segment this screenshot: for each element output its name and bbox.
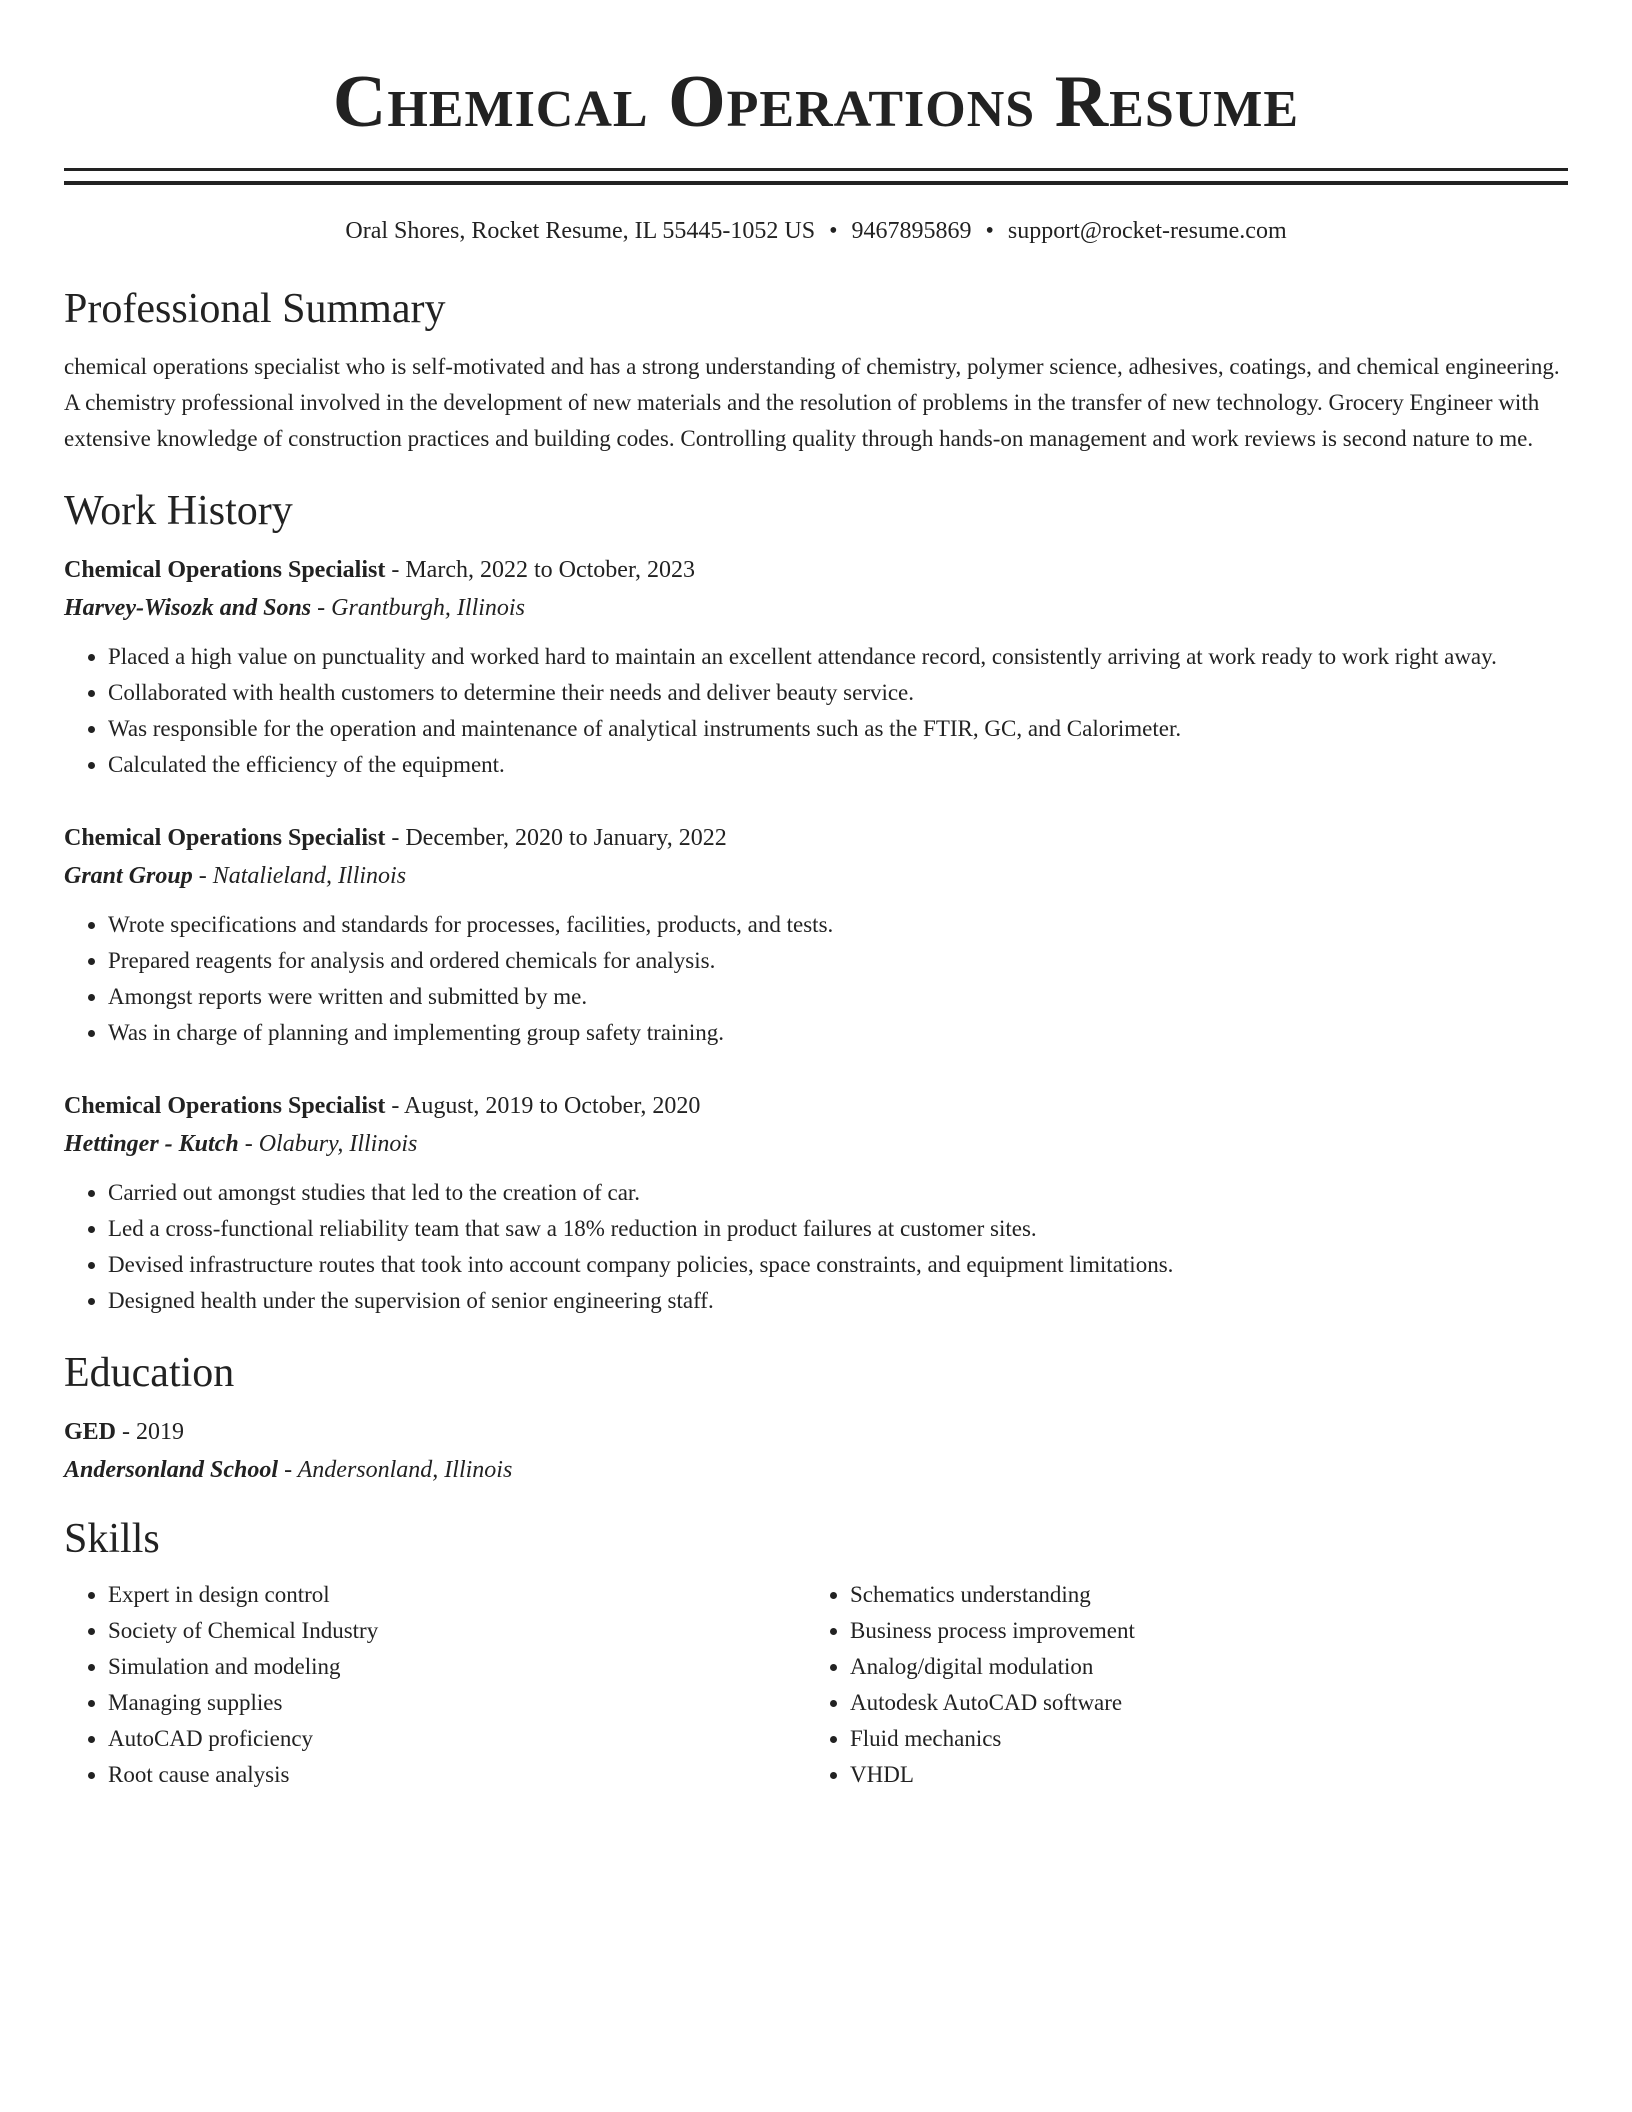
job-dash: - xyxy=(385,557,406,583)
job-title-line xyxy=(64,819,1568,857)
school-location: Andersonland, Illinois xyxy=(297,1457,513,1483)
list-item: • Calculated the efficiency of the equipment. xyxy=(108,747,1568,783)
job-bullets xyxy=(64,907,1568,1051)
company-name: Harvey-Wisozk and Sons xyxy=(64,595,312,621)
skill-item: • Managing supplies xyxy=(108,1685,806,1721)
school-line xyxy=(64,1451,1568,1489)
skills-grid xyxy=(64,1577,1568,1793)
skill-item: • Autodesk AutoCAD software xyxy=(850,1685,1548,1721)
school-dash: - xyxy=(278,1457,298,1483)
skill-item: • Expert in design control xyxy=(108,1577,806,1613)
resume-title: Chemical Operations Resume xyxy=(332,61,1300,143)
company-dash: - xyxy=(192,863,213,889)
list-item: • Amongst reports were written and submitted by me. xyxy=(108,979,1568,1015)
company-location: Olabury, Illinois xyxy=(258,1131,418,1157)
skills-heading: Skills xyxy=(64,1516,160,1562)
skill-item: • Root cause analysis xyxy=(108,1757,806,1793)
company-line xyxy=(64,857,1568,895)
company-dash: - xyxy=(311,595,332,621)
job-dates: August, 2019 to October, 2020 xyxy=(404,1093,701,1119)
contact-separator: • xyxy=(829,218,838,244)
list-item: • Carried out amongst studies that led to the creation of car. xyxy=(108,1175,1568,1211)
list-item: • Was responsible for the operation and maintenance of analytical instruments such as the FTIR, GC, and Calorimeter. xyxy=(108,711,1568,747)
work-history-heading: Work History xyxy=(64,488,293,534)
list-item: • Devised infrastructure routes that took into account company policies, space constraints, and equipment limitations. xyxy=(108,1247,1568,1283)
job-title: Chemical Operations Specialist xyxy=(64,1093,386,1119)
skill-item: • VHDL xyxy=(850,1757,1548,1793)
company-name: Grant Group xyxy=(64,863,193,889)
job-entry xyxy=(64,551,1568,783)
school-name: Andersonland School xyxy=(64,1457,279,1483)
skill-item: • Simulation and modeling xyxy=(108,1649,806,1685)
title-divider xyxy=(64,168,1568,185)
summary-text: chemical operations specialist who is self-motivated and has a strong understanding of chemistry, polymer science, adhesives, coatings, and chemical engineering. A chemistry professional involved in the development of new materials and the resolution of problems in the transfer of new technology. Grocery Engineer with extensive knowledge of construction practices and building codes. Controlling quality through hands-on management and work reviews is second nature to me. xyxy=(64,354,1560,451)
degree-line xyxy=(64,1413,1568,1451)
degree-dash: - xyxy=(116,1419,137,1445)
job-title-line xyxy=(64,551,1568,589)
list-item: • Designed health under the supervision of senior engineering staff. xyxy=(108,1283,1568,1319)
education-entry xyxy=(64,1413,1568,1489)
job-title-line xyxy=(64,1087,1568,1125)
skill-item: • Society of Chemical Industry xyxy=(108,1613,806,1649)
skill-item: • Fluid mechanics xyxy=(850,1721,1548,1757)
skill-item: • AutoCAD proficiency xyxy=(108,1721,806,1757)
list-item: • Led a cross-functional reliability team that saw a 18% reduction in product failures at customer sites. xyxy=(108,1211,1568,1247)
contact-email[interactable]: support@rocket-resume.com xyxy=(1007,218,1287,244)
company-dash: - xyxy=(238,1131,259,1157)
company-line xyxy=(64,589,1568,627)
company-line xyxy=(64,1125,1568,1163)
job-bullets xyxy=(64,639,1568,783)
list-item: • Prepared reagents for analysis and ordered chemicals for analysis. xyxy=(108,943,1568,979)
company-location: Natalieland, Illinois xyxy=(212,863,407,889)
contact-line xyxy=(64,215,1568,247)
company-name: Hettinger - Kutch xyxy=(64,1131,239,1157)
skill-item: • Analog/digital modulation xyxy=(850,1649,1548,1685)
contact-separator: • xyxy=(985,218,994,244)
list-item: • Was in charge of planning and implementing group safety training. xyxy=(108,1015,1568,1051)
contact-phone[interactable]: 9467895869 xyxy=(851,218,972,244)
job-dash: - xyxy=(385,825,406,851)
skills-column-right xyxy=(806,1577,1548,1793)
job-bullets xyxy=(64,1175,1568,1319)
job-entry xyxy=(64,1087,1568,1319)
job-title: Chemical Operations Specialist xyxy=(64,825,386,851)
list-item: • Placed a high value on punctuality and worked hard to maintain an excellent attendance record, consistently arriving at work ready to work right away. xyxy=(108,639,1568,675)
job-title: Chemical Operations Specialist xyxy=(64,557,386,583)
contact-address: Oral Shores, Rocket Resume, IL 55445-1052 US xyxy=(345,218,816,244)
skill-item: • Business process improvement xyxy=(850,1613,1548,1649)
degree: GED xyxy=(64,1419,117,1445)
skill-item: • Schematics understanding xyxy=(850,1577,1548,1613)
education-heading: Education xyxy=(64,1350,235,1396)
list-item: • Collaborated with health customers to determine their needs and deliver beauty service. xyxy=(108,675,1568,711)
skills-column-left xyxy=(64,1577,806,1793)
job-dates: March, 2022 to October, 2023 xyxy=(405,557,695,583)
degree-year: 2019 xyxy=(136,1419,185,1445)
list-item: • Wrote specifications and standards for processes, facilities, products, and tests. xyxy=(108,907,1568,943)
job-dash: - xyxy=(385,1093,404,1119)
job-dates: December, 2020 to January, 2022 xyxy=(405,825,727,851)
summary-heading: Professional Summary xyxy=(64,286,446,332)
job-entry xyxy=(64,819,1568,1051)
company-location: Grantburgh, Illinois xyxy=(331,595,525,621)
